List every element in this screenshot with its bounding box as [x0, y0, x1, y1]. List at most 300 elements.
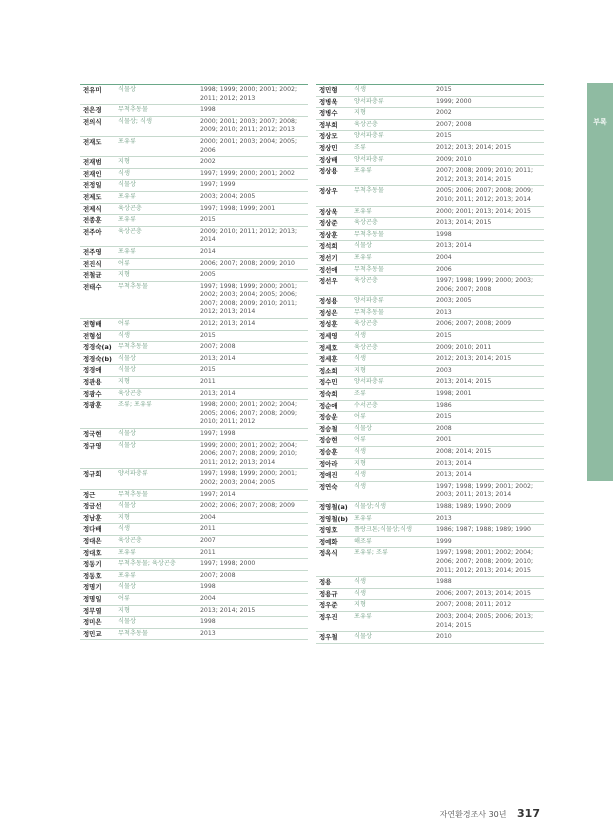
survey-years: 2010 — [436, 633, 452, 641]
researcher-name: 정선기 — [319, 253, 338, 262]
survey-group: 지형 — [354, 459, 366, 467]
survey-group: 식물상 — [354, 242, 372, 250]
table-row — [316, 265, 544, 277]
table-row — [80, 105, 308, 117]
survey-years: 1998; 1999; 2000; 2001; 2002; 2011; 2012; 2013 — [200, 86, 298, 102]
survey-years: 2013 — [436, 514, 452, 522]
survey-group: 양서파충류 — [354, 378, 384, 386]
survey-years: 2007; 2008 — [200, 343, 236, 351]
survey-years: 1998; 2001 — [436, 390, 472, 398]
survey-years: 2011 — [200, 525, 216, 533]
table-row — [80, 389, 308, 401]
table-row — [316, 131, 544, 143]
researcher-name: 정용규 — [319, 589, 338, 598]
survey-group: 포유류 — [354, 612, 372, 620]
researcher-name: 전종훈 — [83, 216, 102, 225]
researcher-name: 정미은 — [83, 618, 102, 627]
survey-group: 포유류 — [118, 247, 136, 255]
table-row — [80, 513, 308, 525]
survey-group: 무척추동물 — [118, 629, 148, 637]
survey-years: 1998 — [436, 230, 452, 238]
table-row — [316, 377, 544, 389]
survey-years: 1997; 1998; 1999; 2001 — [200, 204, 276, 212]
survey-group: 어류 — [354, 436, 366, 444]
researcher-name: 정아라 — [319, 459, 338, 468]
survey-years: 1999 — [436, 537, 452, 545]
table-row — [80, 501, 308, 513]
researcher-name: 전형섭 — [83, 331, 102, 340]
survey-years: 2013 — [436, 308, 452, 316]
survey-group: 무척추동물 — [354, 187, 384, 195]
researcher-name: 정우준 — [319, 601, 338, 610]
table-row — [316, 589, 544, 601]
survey-group: 식물상 — [118, 618, 136, 626]
researcher-name: 정영철(b) — [319, 514, 348, 523]
researcher-name: 정영철(a) — [319, 502, 348, 511]
survey-years: 1997; 1998; 1999; 2000; 2001; 2002; 2003; 2004; 2005 — [200, 470, 298, 486]
researcher-name: 정근 — [83, 490, 96, 499]
researcher-name: 정숙희 — [319, 390, 338, 399]
survey-group: 어류 — [354, 413, 366, 421]
table-row — [316, 525, 544, 537]
table-row — [316, 600, 544, 612]
researcher-name: 정예화 — [319, 537, 338, 546]
table-row — [80, 192, 308, 204]
survey-group: 식생 — [354, 589, 366, 597]
survey-group: 어류 — [118, 259, 130, 267]
survey-group: 식물상 — [354, 633, 372, 641]
survey-group: 지형 — [118, 606, 130, 614]
survey-years: 2002; 2006; 2007; 2008; 2009 — [200, 502, 295, 510]
survey-years: 2012; 2013; 2014; 2015 — [436, 143, 512, 151]
survey-years: 1997; 1998 — [200, 430, 236, 437]
table-row — [316, 435, 544, 447]
table-row — [80, 469, 308, 489]
survey-years: 2006 — [436, 265, 452, 273]
survey-group: 식생 — [354, 471, 366, 479]
table-row — [316, 319, 544, 331]
researcher-name: 정규회 — [83, 470, 102, 479]
survey-years: 2006; 2007; 2013; 2014; 2015 — [436, 589, 531, 597]
survey-group: 식물상 — [118, 181, 136, 189]
table-row — [80, 548, 308, 560]
researcher-name: 정금선 — [83, 502, 102, 511]
table-row — [316, 308, 544, 320]
table-row — [80, 331, 308, 343]
table-row — [316, 120, 544, 132]
survey-group: 육상곤충 — [354, 219, 378, 227]
survey-group: 육상곤충 — [354, 120, 378, 128]
table-row — [316, 230, 544, 242]
researcher-name: 정규영 — [83, 441, 102, 450]
researcher-name: 정광훈 — [83, 401, 102, 410]
researcher-name: 정상욱 — [319, 207, 338, 216]
survey-group: 어류 — [118, 320, 130, 328]
survey-years: 2003; 2004; 2005; 2006; 2013; 2014; 2015 — [436, 612, 534, 629]
survey-years: 1997; 1998; 1999; 2001; 2002; 2003; 2011; 2013; 2014 — [436, 482, 534, 499]
survey-years: 1986 — [436, 401, 452, 409]
survey-years: 2011 — [200, 378, 216, 386]
researcher-name: 정세영 — [319, 332, 338, 341]
survey-years: 2003; 2005 — [436, 297, 472, 305]
survey-group: 무척추동물 — [354, 265, 384, 273]
survey-group: 포유류 — [354, 253, 372, 261]
researcher-name: 정수민 — [319, 378, 338, 387]
researcher-name: 정연숙 — [319, 482, 338, 491]
table-row — [80, 536, 308, 548]
table-row — [80, 117, 308, 137]
survey-group: 지형 — [118, 513, 130, 521]
researcher-name: 전태수 — [83, 282, 102, 291]
table-row — [316, 331, 544, 343]
table-row — [316, 389, 544, 401]
survey-group: 어류 — [118, 594, 130, 602]
table-row — [80, 559, 308, 571]
researcher-name: 정상훈 — [319, 230, 338, 239]
survey-group: 무척추동물 — [354, 308, 384, 316]
researcher-name: 정상모 — [319, 132, 338, 141]
researcher-name: 정상배 — [319, 155, 338, 164]
survey-group: 무척추동물 — [118, 106, 148, 114]
researcher-name: 정순애 — [319, 401, 338, 410]
survey-years: 2014 — [200, 247, 216, 255]
researcher-name: 정성용 — [319, 297, 338, 306]
survey-years: 2013; 2014 — [436, 471, 472, 479]
researcher-name: 정성훈 — [319, 320, 338, 329]
survey-group: 조류 — [354, 390, 366, 398]
survey-years: 2015 — [200, 331, 216, 339]
survey-group: 양서파충류 — [354, 155, 384, 163]
table-row — [80, 594, 308, 606]
table-row — [316, 343, 544, 355]
researcher-name: 정대호 — [83, 548, 102, 557]
researcher-name: 정용 — [319, 578, 332, 587]
survey-group: 해조류 — [354, 537, 372, 545]
survey-years: 2003 — [436, 366, 452, 374]
researcher-name: 정경숙(b) — [83, 354, 112, 363]
survey-years: 2012; 2013; 2014 — [200, 320, 256, 328]
researcher-name: 정경숙(a) — [83, 343, 112, 352]
survey-group: 식생 — [354, 448, 366, 455]
table-row — [316, 577, 544, 589]
survey-group: 지형 — [354, 366, 366, 374]
researcher-name: 정민교 — [83, 629, 102, 638]
researcher-name: 전의식 — [83, 117, 102, 126]
researcher-name: 정민형 — [319, 86, 338, 94]
survey-group: 양서파충류 — [354, 132, 384, 140]
table-row — [316, 612, 544, 632]
survey-years: 1997; 1998; 2001; 2002; 2004; 2006; 2007; 2008; 2009; 2010; 2011; 2012; 2013; 2014; 2015 — [436, 549, 534, 574]
survey-years: 1997; 1999 — [200, 181, 236, 189]
table-row — [316, 424, 544, 436]
table-row — [316, 207, 544, 219]
survey-years: 1988; 1989; 1990; 2009 — [436, 502, 512, 510]
survey-group: 조류 — [354, 143, 366, 151]
table-row — [316, 143, 544, 155]
survey-years: 2004 — [436, 253, 452, 261]
researcher-name: 정경애 — [83, 366, 102, 375]
survey-years: 2013; 2014; 2015 — [436, 219, 492, 227]
page-footer — [0, 807, 540, 820]
survey-years: 2006; 2007; 2008; 2009; 2010 — [200, 259, 295, 267]
researcher-name: 전재인 — [83, 169, 102, 178]
survey-group: 육상곤충 — [354, 343, 378, 351]
survey-years: 2013; 2014 — [436, 459, 472, 467]
survey-years: 2001 — [436, 436, 452, 444]
table-row — [80, 629, 308, 641]
survey-years: 2002 — [436, 109, 452, 117]
researcher-name: 전은경 — [83, 106, 102, 115]
researcher-name: 정병욱 — [319, 97, 338, 106]
side-tab-label: 부록 — [593, 118, 607, 126]
survey-years: 2013; 2014 — [436, 242, 472, 250]
survey-years: 2007 — [200, 536, 216, 544]
researcher-name: 정우철 — [319, 633, 338, 642]
table-row — [316, 537, 544, 549]
table-row — [80, 282, 308, 319]
survey-group: 양서파충류 — [354, 97, 384, 105]
table-row — [80, 85, 308, 105]
survey-group: 육상곤충 — [354, 277, 378, 285]
table-row — [80, 319, 308, 331]
researcher-name: 정승훈 — [319, 448, 338, 456]
table-row — [80, 429, 308, 441]
survey-group: 포유류 — [118, 192, 136, 200]
survey-group: 무척추동물; 육상곤충 — [118, 560, 176, 568]
survey-group: 포유류; 조류 — [354, 549, 388, 557]
table-row — [80, 490, 308, 502]
survey-years: 1997; 1998; 1999; 2000; 2003; 2006; 2007; 2008 — [436, 277, 534, 293]
survey-group: 식생 — [354, 86, 366, 93]
survey-group: 식생 — [118, 169, 130, 177]
survey-years: 2005 — [200, 271, 216, 279]
table-row — [316, 108, 544, 120]
table-row — [80, 204, 308, 216]
appendix-side-tab — [587, 83, 613, 481]
table-row — [80, 377, 308, 389]
table-row — [80, 215, 308, 227]
table-row — [316, 502, 544, 514]
footer-title: 자연환경조사 30년 — [439, 810, 507, 819]
researcher-name: 정승현 — [319, 436, 338, 445]
survey-years: 1988 — [436, 578, 452, 586]
table-row — [80, 137, 308, 157]
survey-group: 식생 — [118, 525, 130, 533]
survey-years: 1997; 1998; 2000 — [200, 560, 256, 568]
table-row — [80, 365, 308, 377]
survey-years: 2008 — [436, 424, 452, 432]
survey-group: 육상곤충 — [118, 389, 142, 397]
researcher-name: 정선애 — [319, 265, 338, 274]
researcher-name: 정대은 — [83, 536, 102, 545]
table-row — [80, 227, 308, 247]
survey-years: 1997; 1998; 1999; 2000; 2001; 2002; 2003; 2004; 2005; 2006; 2007; 2008; 2009; 2010; 2011; 2012; 2013; 2014 — [200, 282, 298, 316]
researcher-name: 정명일 — [83, 594, 102, 603]
survey-years: 1997; 1999; 2000; 2001; 2002 — [200, 169, 295, 177]
survey-years: 2009; 2010; 2011; 2012; 2013; 2014 — [200, 227, 298, 244]
survey-years: 2007; 2008 — [436, 120, 472, 128]
researcher-name: 전주영 — [83, 247, 102, 256]
researcher-name: 전재도 — [83, 137, 102, 146]
survey-years: 1999; 2000 — [436, 97, 472, 105]
researcher-name: 정세훈 — [319, 355, 338, 364]
researcher-name: 전진식 — [83, 259, 102, 268]
survey-years: 2000; 2001; 2003; 2007; 2008; 2009; 2010; 2011; 2012; 2013 — [200, 117, 298, 134]
researcher-name: 정광수 — [83, 389, 102, 398]
table-row — [316, 354, 544, 366]
researcher-name: 정소희 — [319, 366, 338, 375]
survey-years: 2004 — [200, 513, 216, 521]
table-row — [80, 524, 308, 536]
survey-years: 2015 — [200, 216, 216, 224]
researcher-name: 정병수 — [319, 109, 338, 118]
researcher-name: 정애진 — [319, 471, 338, 480]
survey-group: 식물상 — [354, 424, 372, 432]
survey-years: 2013; 2014 — [200, 354, 236, 362]
survey-group: 식생 — [354, 332, 366, 340]
table-row — [80, 606, 308, 618]
researcher-name: 정상민 — [319, 143, 338, 152]
survey-group: 식생 — [118, 331, 130, 339]
survey-group: 지형 — [354, 601, 366, 609]
researcher-name: 전주아 — [83, 227, 102, 236]
researcher-name: 정관용 — [83, 378, 102, 387]
researcher-name: 정영호 — [319, 526, 338, 535]
researcher-name: 정무열 — [83, 606, 102, 615]
survey-group: 포유류 — [118, 216, 136, 224]
survey-group: 포유류 — [118, 571, 136, 579]
survey-years: 2013; 2014 — [200, 389, 236, 397]
survey-group: 포유류 — [354, 207, 372, 215]
survey-years: 2013; 2014; 2015 — [200, 606, 256, 614]
survey-group: 식물상 — [118, 441, 136, 449]
survey-group: 육상곤충 — [118, 227, 142, 235]
table-row — [80, 582, 308, 594]
survey-years: 2004 — [200, 594, 216, 602]
researcher-name: 정명기 — [83, 583, 102, 592]
survey-years: 2006; 2007; 2008; 2009 — [436, 320, 512, 328]
survey-years: 2009; 2010 — [436, 155, 472, 163]
left-column — [80, 84, 308, 640]
table-row — [80, 169, 308, 181]
survey-group: 육상곤충 — [118, 536, 142, 544]
researcher-name: 정부희 — [319, 120, 338, 129]
researcher-name: 전재범 — [83, 158, 102, 167]
survey-years: 2012; 2013; 2014; 2015 — [436, 355, 512, 363]
researcher-name: 정동기 — [83, 560, 102, 569]
survey-group: 식물상 — [118, 366, 136, 374]
researcher-name: 전제도 — [83, 192, 102, 201]
survey-years: 2015 — [200, 366, 216, 374]
survey-group: 육상곤충 — [118, 204, 142, 212]
researcher-name: 정국현 — [83, 430, 102, 438]
survey-years: 2015 — [436, 132, 452, 140]
table-row — [80, 247, 308, 259]
table-row — [80, 617, 308, 629]
table-row — [316, 186, 544, 206]
survey-group: 지형 — [118, 378, 130, 386]
survey-years: 2015 — [436, 332, 452, 340]
researcher-name: 정동호 — [83, 571, 102, 580]
table-row — [316, 155, 544, 167]
survey-years: 2000; 2001; 2003; 2004; 2005; 2006 — [200, 137, 298, 154]
survey-group: 지형 — [118, 158, 130, 166]
table-row — [316, 253, 544, 265]
researcher-name: 전유미 — [83, 86, 102, 94]
survey-group: 포유류 — [118, 137, 136, 145]
table-row — [316, 166, 544, 186]
survey-years: 2005; 2006; 2007; 2008; 2009; 2010; 2011; 2012; 2013; 2014 — [436, 187, 534, 203]
table-row — [316, 401, 544, 413]
survey-group: 식생 — [354, 578, 366, 586]
table-row — [316, 548, 544, 577]
researcher-name: 정상준 — [319, 219, 338, 228]
survey-group: 양서파충류 — [118, 470, 148, 478]
survey-group: 지형 — [118, 271, 130, 279]
survey-group: 포유류 — [354, 514, 372, 522]
survey-years: 1999; 2000; 2001; 2002; 2004; 2006; 2007; 2008; 2009; 2010; 2011; 2012; 2013; 2014 — [200, 441, 298, 466]
survey-years: 1998; 2000; 2001; 2002; 2004; 2005; 2006; 2007; 2008; 2009; 2010; 2011; 2012 — [200, 401, 298, 426]
table-row — [316, 296, 544, 308]
table-row — [80, 400, 308, 429]
survey-group: 육상곤충 — [354, 320, 378, 328]
survey-group: 식물상; 식생 — [118, 117, 152, 125]
survey-group: 식물상 — [118, 502, 136, 510]
survey-years: 2007; 2008 — [200, 571, 236, 579]
survey-years: 1998 — [200, 106, 216, 114]
table-row — [316, 412, 544, 424]
table-row — [80, 270, 308, 282]
table-row — [316, 276, 544, 296]
researcher-name: 정다배 — [83, 525, 102, 534]
survey-years: 2002 — [200, 158, 216, 166]
survey-group: 식생 — [354, 355, 366, 363]
researcher-name: 정성은 — [319, 308, 338, 317]
table-row — [80, 571, 308, 583]
table-row — [80, 342, 308, 354]
survey-group: 식물상;식생 — [354, 502, 386, 510]
researcher-name: 정석희 — [319, 242, 338, 251]
table-row — [80, 441, 308, 470]
researcher-name: 정승운 — [319, 413, 338, 422]
survey-years: 2007; 2008; 2011; 2012 — [436, 601, 512, 609]
survey-years: 2008; 2014; 2015 — [436, 448, 492, 455]
survey-years: 2013 — [200, 629, 216, 637]
researcher-name: 정남훈 — [83, 513, 102, 522]
survey-years: 2015 — [436, 413, 452, 421]
researcher-name: 정승철 — [319, 424, 338, 433]
table-row — [316, 470, 544, 482]
survey-group: 식물상 — [118, 430, 136, 437]
survey-group: 식물상 — [118, 86, 136, 93]
table-row — [316, 482, 544, 502]
researcher-name: 정상용 — [319, 167, 338, 176]
researcher-name: 정선우 — [319, 277, 338, 286]
right-column — [316, 84, 544, 644]
survey-group: 포유류 — [354, 167, 372, 175]
survey-group: 무척추동물 — [118, 282, 148, 290]
survey-years: 2011 — [200, 548, 216, 556]
survey-years: 1998 — [200, 618, 216, 626]
table-row — [80, 259, 308, 271]
table-row — [80, 157, 308, 169]
table-row — [316, 632, 544, 644]
survey-group: 양서파충류 — [354, 297, 384, 305]
researcher-name: 전철균 — [83, 271, 102, 280]
table-row — [316, 85, 544, 97]
table-row — [316, 97, 544, 109]
survey-years: 2000; 2001; 2013; 2014; 2015 — [436, 207, 531, 215]
